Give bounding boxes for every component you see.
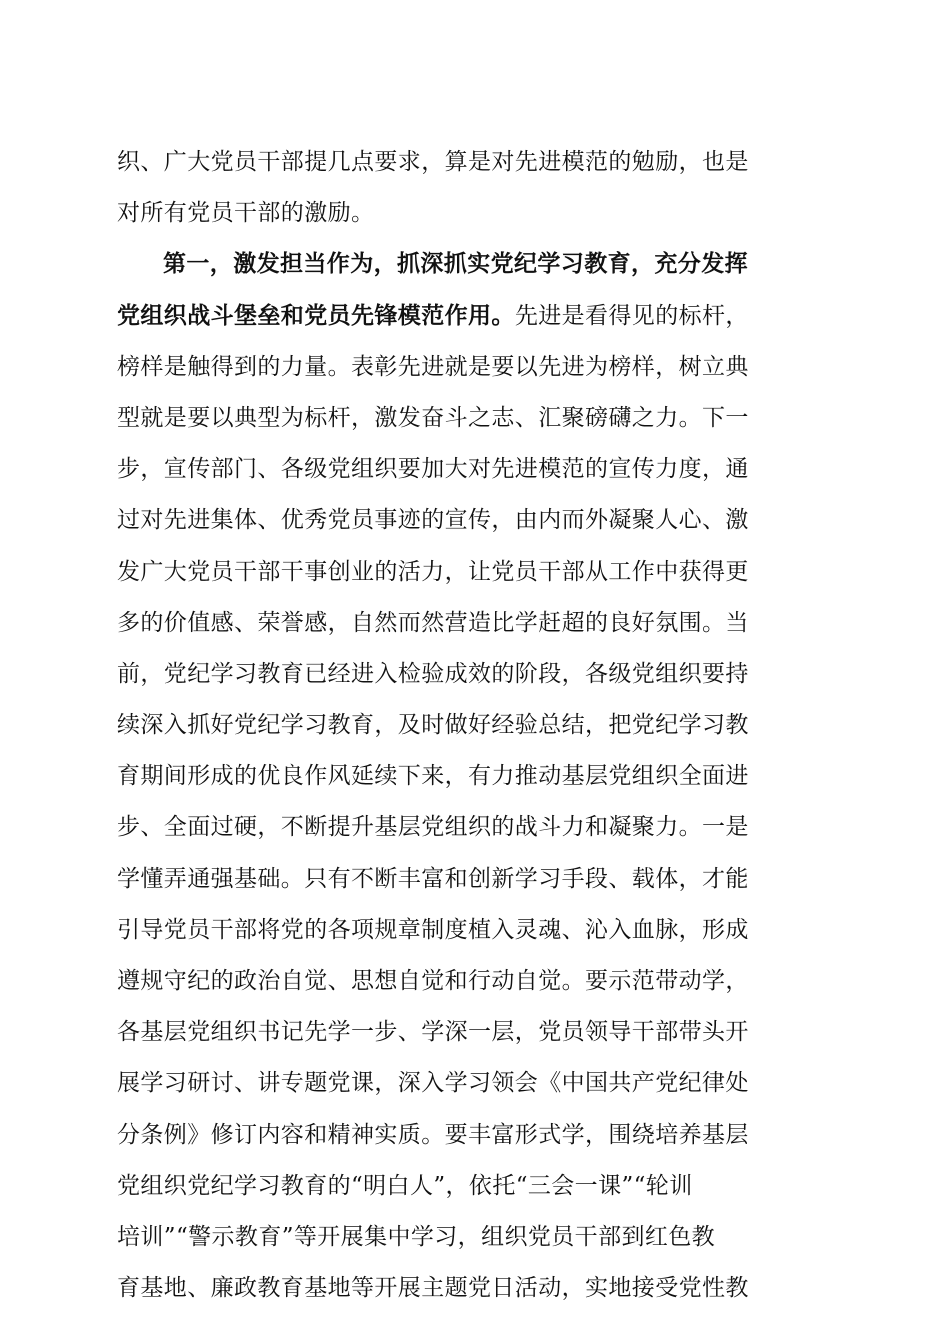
- text-line: [117, 802, 837, 853]
- paragraph-text: 党组织党纪学习教育的“明白人”，依托“三会一课”“轮训: [117, 1172, 693, 1199]
- bold-heading-text: 党组织战斗堡垒和党员先锋模范作用。: [117, 302, 515, 329]
- paragraph-text: 育期间形成的优良作风延续下来，有力推动基层党组织全面进: [117, 763, 749, 790]
- paragraph-text: 遵规守纪的政治自觉、思想自觉和行动自觉。要示范带动学，: [117, 968, 749, 994]
- text-line: [117, 700, 837, 751]
- text-line: [117, 905, 837, 956]
- text-line: [117, 342, 837, 393]
- paragraph-text: 对所有党员干部的激励。: [117, 200, 375, 227]
- paragraph-text: 发广大党员干部干事创业的活力，让党员干部从工作中获得更: [117, 558, 749, 585]
- text-line: [117, 956, 837, 1007]
- text-line: [117, 547, 837, 598]
- text-line: [117, 239, 837, 290]
- paragraph-text: 前，党纪学习教育已经进入检验成效的阶段，各级党组织要持: [117, 660, 749, 687]
- text-line: [117, 495, 837, 546]
- paragraph-text: 型就是要以典型为标杆，激发奋斗之志、汇聚磅礴之力。下一: [117, 404, 749, 431]
- text-line: [117, 1161, 837, 1212]
- text-line: [117, 444, 837, 495]
- text-line: [117, 1007, 837, 1058]
- paragraph-text: 榜样是触得到的力量。表彰先进就是要以先进为榜样，树立典: [117, 353, 749, 380]
- paragraph-text: 过对先进集体、优秀党员事迹的宣传，由内而外凝聚人心、激: [117, 507, 749, 534]
- paragraph-text: 步，宣传部门、各级党组织要加大对先进模范的宣传力度，通: [117, 456, 749, 483]
- text-line: [117, 1110, 837, 1161]
- paragraph-text: 续深入抓好党纪学习教育，及时做好经验总结，把党纪学习教: [117, 712, 749, 739]
- paragraph-text: 多的价值感、荣誉感，自然而然营造比学赶超的良好氛围。当: [117, 609, 749, 636]
- text-line: [117, 751, 837, 802]
- bold-heading-text: 第一，激发担当作为，抓深抓实党纪学习教育，充分发挥: [163, 251, 748, 278]
- text-line: [117, 393, 837, 444]
- paragraph-text: 步、全面过硬，不断提升基层党组织的战斗力和凝聚力。一是: [117, 814, 749, 841]
- paragraph-text: 培训”“警示教育”等开展集中学习，组织党员干部到红色教: [117, 1223, 716, 1250]
- text-line: [117, 1058, 837, 1109]
- text-line: [117, 188, 837, 239]
- text-line: [117, 137, 837, 188]
- text-line: [117, 291, 837, 342]
- text-line: [117, 854, 837, 905]
- text-line: [117, 1212, 837, 1263]
- text-line: [117, 649, 837, 700]
- paragraph-text: 学懂弄通强基础。只有不断丰富和创新学习手段、载体，才能: [117, 865, 749, 892]
- paragraph-text: 引导党员干部将党的各项规章制度植入灵魂、沁入血脉，形成: [117, 916, 749, 943]
- paragraph-text: 展学习研讨、讲专题党课，深入学习领会《中国共产党纪律处: [117, 1070, 749, 1097]
- text-line: [117, 598, 837, 649]
- text-line: [117, 1263, 837, 1314]
- paragraph-text: 织、广大党员干部提几点要求，算是对先进模范的勉励，也是: [117, 149, 749, 175]
- paragraph-text: 先进是看得见的标杆，: [514, 302, 749, 329]
- body-text: [117, 137, 837, 1314]
- paragraph-text: 育基地、廉政教育基地等开展主题党日活动，实地接受党性教: [117, 1275, 749, 1302]
- paragraph-text: 各基层党组织书记先学一步、学深一层，党员领导干部带头开: [117, 1019, 749, 1046]
- paragraph-text: 分条例》修订内容和精神实质。要丰富形式学，围绕培养基层: [117, 1121, 749, 1148]
